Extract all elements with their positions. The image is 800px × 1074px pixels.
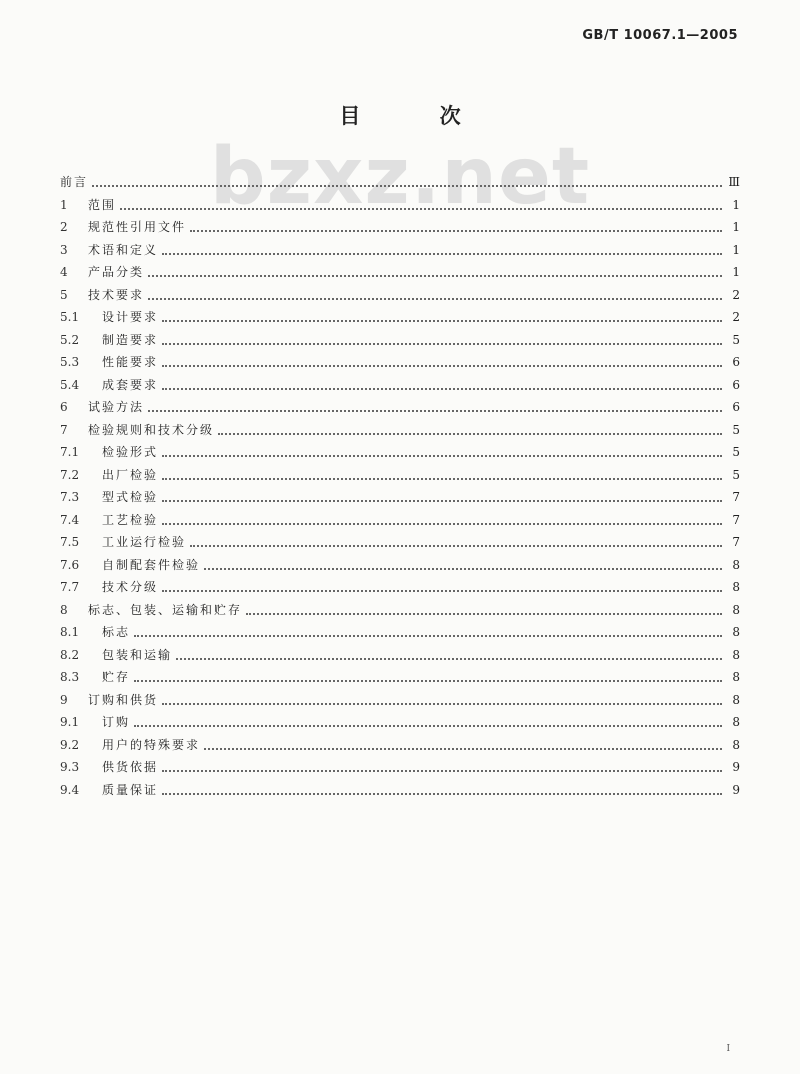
toc-entry[interactable] (60, 329, 740, 352)
toc-entry[interactable] (60, 396, 740, 419)
dot-leader (162, 762, 722, 772)
toc-entry[interactable] (60, 284, 740, 307)
toc-entry[interactable] (60, 351, 740, 374)
toc-entry[interactable] (60, 576, 740, 599)
toc-entry-page: 2 (732, 287, 740, 302)
dot-leader (162, 582, 722, 592)
toc-entry-page: 5 (732, 467, 740, 482)
toc-entry-number: 8.3 (60, 670, 80, 684)
toc-entry-number: 7.1 (60, 445, 80, 459)
toc-entry-number: 6 (60, 400, 68, 414)
toc-entry[interactable] (60, 644, 740, 667)
toc-entry[interactable] (60, 486, 740, 509)
toc-entry-label: 标志、包装、运输和贮存 (88, 602, 243, 617)
toc-entry-page: 5 (732, 332, 740, 347)
toc-entry-label: 用户的特殊要求 (102, 737, 201, 752)
toc-entry-page: 8 (732, 557, 740, 572)
toc-entry-label: 订购和供货 (88, 692, 159, 707)
dot-leader (148, 402, 722, 412)
watermark: bzxz.net (209, 132, 591, 222)
toc-entry[interactable] (60, 194, 740, 217)
page-title: 目 次 (339, 103, 497, 128)
toc-entry-label: 范围 (88, 197, 117, 212)
toc-entry-page: 6 (732, 355, 740, 369)
toc-entry-page: 8 (732, 670, 740, 684)
toc-entry[interactable] (60, 554, 740, 577)
toc-entry[interactable] (60, 621, 740, 644)
toc-entry-number: 9.1 (60, 715, 80, 729)
dot-leader (134, 627, 722, 637)
dot-leader (162, 515, 722, 525)
toc-entry-label: 成套要求 (102, 377, 159, 392)
dot-leader (148, 267, 722, 277)
dot-leader (246, 605, 722, 615)
toc-entry-label: 订购 (102, 715, 131, 729)
standard-code: GB/T 10067.1—2005 (582, 28, 738, 43)
toc-entry-number: 7.6 (60, 557, 80, 572)
toc-entry-number: 5 (60, 287, 68, 302)
toc-entry-number: 7.4 (60, 512, 80, 527)
toc-entry-page: 1 (732, 197, 740, 212)
toc-entry-number: 5.2 (60, 332, 80, 347)
toc-entry-page: 8 (732, 602, 740, 617)
toc-entry[interactable] (60, 374, 740, 397)
toc-entry[interactable] (60, 711, 740, 734)
toc-entry-label: 检验规则和技术分级 (88, 422, 215, 437)
toc-entry-page: 1 (732, 242, 740, 257)
toc-entry-number: 1 (60, 197, 68, 212)
toc-entry-label: 制造要求 (102, 332, 159, 347)
dot-leader (204, 740, 722, 750)
toc-entry-label: 前言 (60, 175, 89, 189)
toc-entry-page: 9 (732, 760, 740, 774)
toc-entry[interactable] (60, 306, 740, 329)
toc-entry-page: 2 (732, 310, 740, 324)
dot-leader (162, 245, 722, 255)
toc-entry[interactable] (60, 509, 740, 532)
toc-entry-number: 7.5 (60, 535, 80, 549)
toc-entry[interactable] (60, 689, 740, 712)
toc-entry-label: 标志 (102, 625, 131, 639)
toc-entry[interactable] (60, 531, 740, 554)
toc-entry[interactable] (60, 239, 740, 262)
toc-entry-label: 供货依据 (102, 760, 159, 774)
dot-leader (162, 447, 722, 457)
toc-entry-number: 9.2 (60, 737, 80, 752)
toc-entry[interactable] (60, 261, 740, 284)
dot-leader (190, 537, 722, 547)
dot-leader (162, 380, 722, 390)
toc-entry-number: 7 (60, 422, 68, 437)
toc-entry[interactable] (60, 441, 740, 464)
toc-entry-label: 技术分级 (102, 580, 159, 594)
toc-entry-page: 1 (732, 265, 740, 279)
dot-leader (218, 425, 722, 435)
toc-entry-page: 8 (732, 715, 740, 729)
toc-entry[interactable] (60, 756, 740, 779)
toc-entry-page: 7 (732, 535, 740, 549)
toc-entry-label: 工业运行检验 (102, 535, 187, 549)
toc-entry[interactable] (60, 216, 740, 239)
dot-leader (92, 177, 722, 187)
toc-entry[interactable] (60, 734, 740, 757)
toc-entry[interactable] (60, 171, 740, 194)
toc-entry[interactable] (60, 419, 740, 442)
dot-leader (176, 650, 722, 660)
toc-entry-page: 9 (732, 782, 740, 797)
table-of-contents (60, 171, 740, 801)
toc-entry-label: 检验形式 (102, 445, 159, 459)
dot-leader (162, 335, 722, 345)
dot-leader (162, 470, 722, 480)
toc-entry-number: 5.1 (60, 310, 80, 324)
toc-entry-number: 8.1 (60, 625, 80, 639)
toc-entry-page: 1 (732, 220, 740, 234)
toc-entry-page: 5 (732, 445, 740, 459)
dot-leader (134, 717, 722, 727)
toc-entry-page: 5 (732, 422, 740, 437)
toc-entry-label: 技术要求 (88, 287, 145, 302)
toc-entry[interactable] (60, 666, 740, 689)
toc-entry-label: 出厂检验 (102, 467, 159, 482)
dot-leader (162, 785, 722, 795)
toc-entry-number: 9.4 (60, 782, 80, 797)
toc-entry-number: 5.3 (60, 355, 80, 369)
toc-entry-number: 7.2 (60, 467, 80, 482)
toc-entry-label: 术语和定义 (88, 242, 159, 257)
dot-leader (162, 357, 722, 367)
toc-entry-page: 7 (732, 490, 740, 504)
toc-entry-page: 8 (732, 625, 740, 639)
toc-entry[interactable] (60, 599, 740, 622)
toc-entry-number: 9 (60, 692, 68, 707)
dot-leader (162, 492, 722, 502)
page-number-mark: I (726, 1044, 730, 1054)
toc-entry-label: 型式检验 (102, 490, 159, 504)
toc-entry-label: 包装和运输 (102, 647, 173, 662)
toc-entry-page: 8 (732, 580, 740, 594)
dot-leader (162, 312, 722, 322)
dot-leader (162, 695, 722, 705)
toc-entry-page: 6 (732, 400, 740, 414)
toc-entry-label: 贮存 (102, 670, 131, 684)
toc-entry-number: 2 (60, 220, 68, 234)
toc-entry-label: 设计要求 (102, 310, 159, 324)
toc-entry-number: 3 (60, 242, 68, 257)
toc-entry[interactable] (60, 464, 740, 487)
toc-entry-page: 8 (732, 737, 740, 752)
toc-entry-page: 7 (732, 512, 740, 527)
toc-entry-number: 8 (60, 602, 68, 617)
dot-leader (134, 672, 722, 682)
toc-entry-number: 5.4 (60, 377, 80, 392)
toc-entry-number: 7.7 (60, 580, 80, 594)
toc-entry-number: 8.2 (60, 647, 80, 662)
toc-entry[interactable] (60, 779, 740, 802)
toc-entry-label: 自制配套件检验 (102, 557, 201, 572)
toc-entry-page: 8 (732, 692, 740, 707)
toc-entry-label: 质量保证 (102, 782, 159, 797)
toc-entry-page: Ⅲ (728, 175, 740, 189)
toc-entry-page: 6 (732, 377, 740, 392)
toc-entry-label: 工艺检验 (102, 512, 159, 527)
dot-leader (148, 290, 722, 300)
dot-leader (120, 200, 722, 210)
dot-leader (190, 222, 722, 232)
dot-leader (204, 560, 722, 570)
toc-entry-page: 8 (732, 647, 740, 662)
toc-entry-number: 4 (60, 265, 68, 279)
toc-entry-label: 产品分类 (88, 265, 145, 279)
toc-entry-number: 7.3 (60, 490, 80, 504)
toc-entry-label: 规范性引用文件 (88, 220, 187, 234)
toc-entry-number: 9.3 (60, 760, 80, 774)
toc-entry-label: 试验方法 (88, 400, 145, 414)
toc-entry-label: 性能要求 (102, 355, 159, 369)
